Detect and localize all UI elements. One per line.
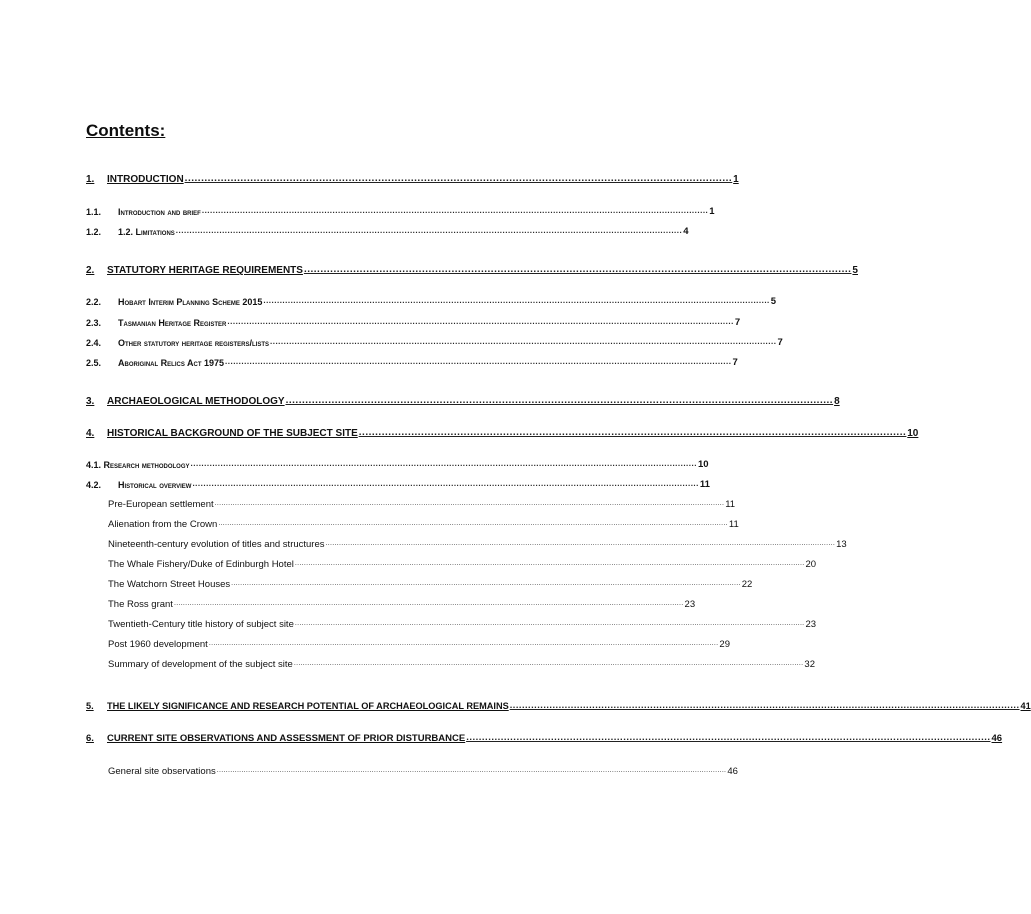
toc-entry-introduction[interactable]: [86, 171, 739, 185]
toc-leader: .......................................................................................................................................................................: [509, 700, 1020, 710]
toc-label: STATUTORY HERITAGE REQUIREMENTS: [107, 265, 303, 276]
toc-label: 1.2. Limitations: [118, 227, 175, 237]
toc-leader: ..........................................................................................................................................................................................: [192, 479, 699, 488]
toc-leader: .......................................................................................................................................................................: [466, 732, 991, 743]
toc-leader: .......................................................................................................................................................................: [285, 395, 834, 406]
toc-page-number: 7: [777, 337, 783, 348]
toc-number: 2.5.: [86, 358, 102, 368]
toc-leader: ..........................................................................................................................................................................................: [201, 206, 709, 215]
toc-page-number: 10: [697, 459, 709, 470]
toc-number: 4.2.: [86, 480, 102, 490]
toc-label: The Whale Fishery/Duke of Edinburgh Hotel: [108, 559, 294, 570]
toc-entry-general-site-observations[interactable]: [108, 763, 738, 777]
toc-leader: ..........................................................................................................................................................................................: [270, 337, 777, 346]
toc-page-number: 32: [804, 659, 815, 670]
toc-page-number: 8: [834, 396, 840, 407]
toc-leader: ...................................................................................................................................................................................................................................: [214, 500, 725, 507]
toc-number: 2.2.: [86, 297, 102, 307]
toc-number: 1.: [86, 174, 95, 185]
toc-entry-nineteenth-century[interactable]: [108, 536, 847, 550]
toc-page-number: 5: [770, 296, 777, 307]
toc-page-number: 22: [741, 579, 753, 590]
toc-leader: ..........................................................................................................................................................................................: [263, 296, 770, 305]
toc-label: 4.1. Research methodology: [86, 460, 190, 470]
toc-page-number: 13: [836, 539, 847, 550]
toc-page-number: 11: [699, 479, 710, 490]
toc-page-number: 7: [734, 317, 741, 328]
toc-page-number: 46: [727, 766, 738, 777]
toc-entry-limitations[interactable]: [86, 223, 689, 237]
toc-label: HISTORICAL BACKGROUND OF THE SUBJECT SITE: [107, 428, 358, 439]
toc-page-number: 5: [852, 265, 858, 276]
toc-label: Historical overview: [118, 480, 192, 490]
toc-leader: ...................................................................................................................................................................................................................................: [294, 620, 805, 627]
toc-entry-ross-grant[interactable]: [108, 596, 696, 610]
toc-label: INTRODUCTION: [107, 174, 184, 185]
toc-page-number: 29: [719, 639, 730, 650]
toc-leader: ...................................................................................................................................................................................................................................: [294, 560, 805, 567]
toc-page-number: 46: [991, 733, 1003, 744]
toc-page-number: 41: [1020, 701, 1031, 711]
toc-label: Aboriginal Relics Act 1975: [118, 358, 225, 368]
toc-label: Hobart Interim Planning Scheme 2015: [118, 297, 263, 307]
toc-leader: ...................................................................................................................................................................................................................................: [231, 580, 741, 587]
toc-entry-summary-development[interactable]: [108, 656, 815, 670]
toc-leader: ...................................................................................................................................................................................................................................: [218, 520, 728, 527]
toc-entry-twentieth-century[interactable]: [108, 616, 817, 630]
toc-leader: ...................................................................................................................................................................................................................................: [208, 640, 719, 647]
toc-number: 4.: [86, 428, 95, 439]
toc-leader: ...................................................................................................................................................................................................................................: [325, 540, 836, 547]
toc-number: 3.: [86, 396, 95, 407]
toc-label: ARCHAEOLOGICAL METHODOLOGY: [107, 396, 285, 407]
toc-entry-tasmanian-heritage-register[interactable]: [86, 314, 741, 328]
toc-entry-likely-significance[interactable]: [86, 697, 1031, 711]
toc-number: 1.2.: [86, 227, 102, 237]
toc-entry-whale-fishery[interactable]: [108, 556, 817, 570]
toc-entry-current-site-observations[interactable]: [86, 730, 1003, 744]
toc-entry-other-registers[interactable]: [86, 334, 783, 348]
toc-number: 5.: [86, 701, 94, 711]
toc-label: General site observations: [108, 766, 216, 777]
toc-leader: ..........................................................................................................................................................................................: [175, 226, 683, 235]
toc-label: Introduction and brief: [118, 207, 201, 217]
toc-label: Twentieth-Century title history of subject site: [108, 619, 294, 630]
toc-page-number: 11: [728, 519, 739, 530]
toc-page-number: 4: [683, 226, 689, 237]
toc-entry-pre-european-settlement[interactable]: [108, 496, 736, 510]
toc-page-number: 11: [725, 499, 736, 510]
toc-entry-introduction-and-brief[interactable]: [86, 203, 715, 217]
toc-entry-research-methodology[interactable]: [86, 456, 709, 470]
toc-label: THE LIKELY SIGNIFICANCE AND RESEARCH POTENTIAL OF ARCHAEOLOGICAL REMAINS: [107, 701, 509, 711]
toc-number: 1.1.: [86, 207, 102, 217]
toc-label: The Watchorn Street Houses: [108, 579, 231, 590]
toc-page-number: 1: [733, 174, 739, 185]
toc-leader: ...................................................................................................................................................................................................................................: [173, 600, 684, 607]
toc-leader: .......................................................................................................................................................................: [303, 264, 852, 275]
toc-entry-post-1960-development[interactable]: [108, 636, 730, 650]
toc-number: 2.: [86, 265, 95, 276]
toc-leader: ...................................................................................................................................................................................................................................: [216, 767, 727, 774]
toc-entry-watchorn-street-houses[interactable]: [108, 576, 753, 590]
toc-entry-statutory-heritage[interactable]: [86, 262, 858, 276]
toc-label: Nineteenth-century evolution of titles and structures: [108, 539, 325, 550]
page-title: Contents:: [86, 121, 166, 140]
toc-page-number: 23: [805, 619, 817, 630]
toc-entry-historical-background[interactable]: [86, 425, 919, 439]
toc-label: Tasmanian Heritage Register: [118, 318, 227, 328]
toc-label: Pre-European settlement: [108, 499, 214, 510]
toc-entry-alienation-from-crown[interactable]: [108, 516, 739, 530]
toc-number: 2.3.: [86, 318, 102, 328]
toc-leader: ...................................................................................................................................................................................................................................: [293, 660, 804, 667]
toc-page-number: 1: [709, 206, 715, 217]
toc-label: Alienation from the Crown: [108, 519, 218, 530]
toc-number: 6.: [86, 733, 94, 744]
toc-page-number: 10: [907, 428, 919, 439]
toc-entry-archaeological-methodology[interactable]: [86, 393, 840, 407]
toc-page-number: 23: [684, 599, 696, 610]
toc-leader: ..........................................................................................................................................................................................: [225, 357, 732, 366]
toc-leader: .......................................................................................................................................................................: [184, 173, 733, 184]
toc-number: 2.4.: [86, 338, 102, 348]
toc-label: CURRENT SITE OBSERVATIONS AND ASSESSMENT OF PRIOR DISTURBANCE: [107, 733, 466, 744]
toc-leader: ..........................................................................................................................................................................................: [227, 317, 734, 326]
toc-label: Summary of development of the subject site: [108, 659, 293, 670]
toc-entry-hobart-planning-scheme[interactable]: [86, 293, 777, 307]
toc-page-number: 20: [805, 559, 817, 570]
toc-label: The Ross grant: [108, 599, 173, 610]
toc-label: Other statutory heritage registers/lists: [118, 338, 270, 348]
toc-entry-aboriginal-relics-act[interactable]: [86, 354, 738, 368]
toc-entry-historical-overview[interactable]: [86, 476, 710, 490]
toc-leader: .......................................................................................................................................................................: [358, 427, 907, 438]
toc-leader: ..........................................................................................................................................................................................: [190, 459, 697, 468]
toc-label: Post 1960 development: [108, 639, 208, 650]
toc-page-number: 7: [732, 357, 738, 368]
